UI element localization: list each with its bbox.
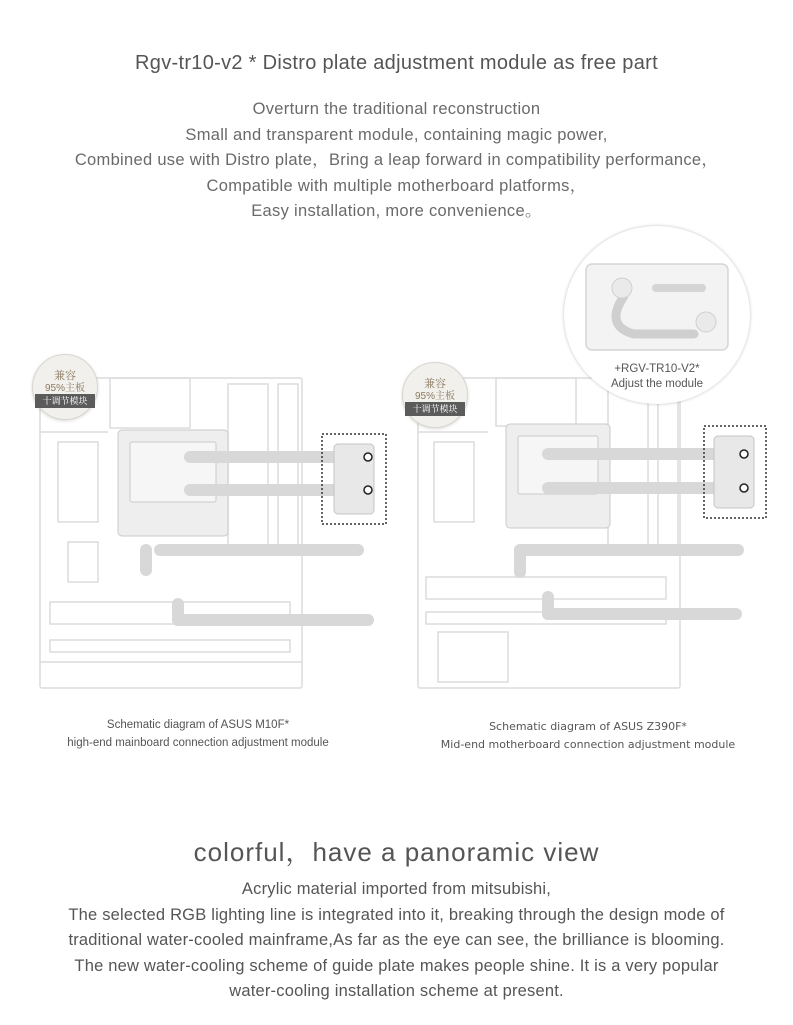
- badge-line: 兼容: [54, 370, 76, 382]
- caption-line: Schematic diagram of ASUS M10F*: [106, 719, 290, 731]
- badge-line: 十调节模块: [35, 394, 95, 408]
- intro-line: Combined use with Distro plate，Bring a leap forward in compatibility performance，: [74, 151, 719, 170]
- module-label: [564, 362, 750, 392]
- caption-right: [418, 718, 758, 754]
- intro-line: Easy installation, more convenience。: [251, 202, 542, 221]
- badge-line: 95%主板: [44, 383, 85, 394]
- section-text: [0, 877, 793, 1005]
- compatibility-badge: [32, 354, 98, 420]
- intro-line: Compatible with multiple motherboard platforms，: [206, 176, 587, 195]
- section-line: The selected RGB lighting line is integrated into it, breaking through the design mode of: [68, 905, 725, 924]
- caption-line: high-end mainboard connection adjustment module: [67, 737, 329, 749]
- badge-line: 95%主板: [414, 391, 455, 402]
- module-label-line: +RGV-TR10-V2*: [614, 363, 700, 375]
- caption-line: Mid-end motherboard connection adjustment module: [440, 738, 736, 751]
- section-line: Acrylic material imported from mitsubishi,: [241, 880, 552, 898]
- module-label-line: Adjust the module: [610, 378, 704, 390]
- caption-line: Schematic diagram of ASUS Z390F*: [489, 720, 687, 733]
- diagram-asus-m10f: [28, 372, 388, 694]
- caption-left: [18, 716, 378, 752]
- diagram-asus-z390f: [408, 372, 770, 694]
- section-line: traditional water-cooled mainframe,As far as the eye can see, the brilliance is blooming.: [68, 931, 725, 950]
- badge-line: 十调节模块: [405, 402, 465, 416]
- section-title: colorful，have a panoramic view: [193, 837, 600, 867]
- intro-line: Small and transparent module, containing magic power,: [185, 125, 608, 144]
- motherboard-illustration: [28, 372, 388, 694]
- motherboard-illustration: [408, 372, 770, 694]
- badge-line: 兼容: [424, 378, 446, 390]
- intro-text: [0, 97, 793, 225]
- intro-line: Overturn the traditional reconstruction: [252, 100, 541, 118]
- section-line: The new water-cooling scheme of guide plate makes people shine. It is a very popular: [74, 956, 719, 975]
- section-line: water-cooling installation scheme at present.: [229, 982, 564, 1001]
- page-title: Rgv-tr10-v2 * Distro plate adjustment module as free part: [135, 52, 658, 74]
- compatibility-badge: [402, 362, 468, 428]
